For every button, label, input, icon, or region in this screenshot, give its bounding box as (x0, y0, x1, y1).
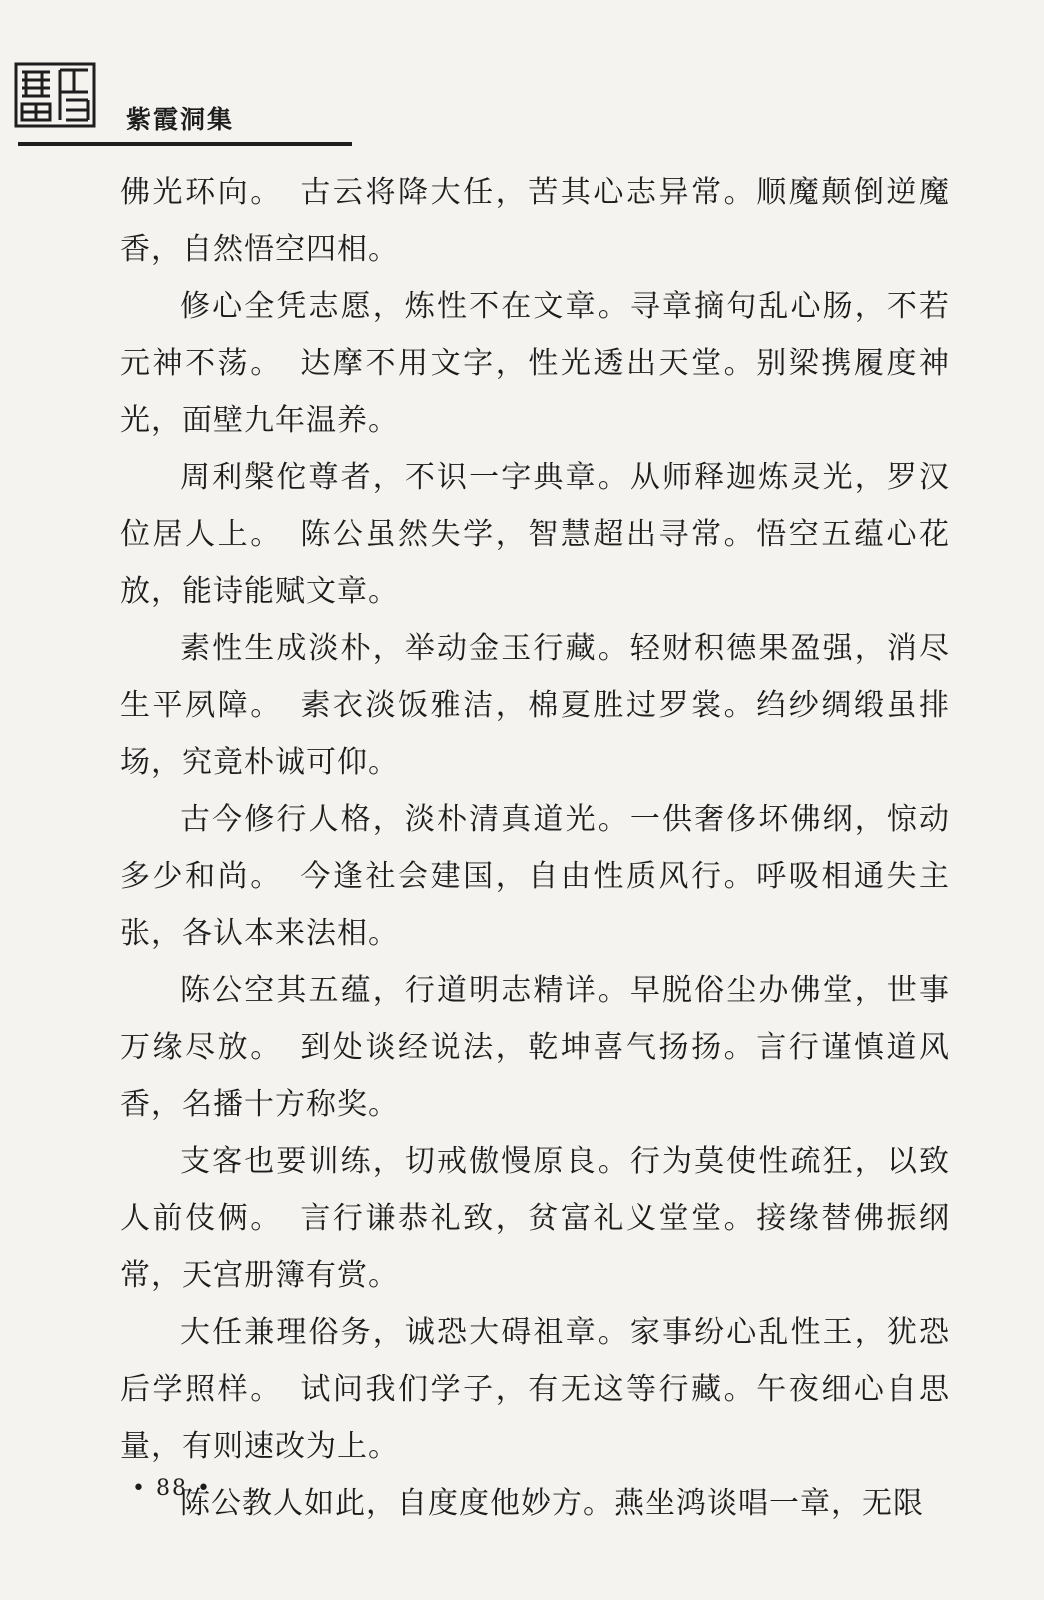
paragraph: 支客也要训练，切戒傲慢原良。行为莫使性疏狂，以致人前伎俩。 言行谦恭礼致，贫富礼义堂堂。接缘替佛振纲常，天宫册簿有赏。 (120, 1144, 950, 1293)
paragraph: 素性生成淡朴，举动金玉行藏。轻财积德果盈强，消尽生平夙障。 素衣淡饭雅洁，棉夏胜过罗裳。绉纱绸缎虽排场，究竟朴诚可仰。 (120, 631, 950, 780)
paragraph: 古今修行人格，淡朴清真道光。一供奢侈坏佛纲，惊动多少和尚。 今逢社会建国，自由性质风行。呼吸相通失主张，各认本来法相。 (120, 802, 950, 951)
text-body (120, 164, 950, 1532)
paragraph: 陈公教人如此，自度度他妙方。燕坐鸿谈唱一章，无限 (180, 1486, 924, 1521)
paragraph: 修心全凭志愿，炼性不在文章。寻章摘句乱心肠，不若元神不荡。 达摩不用文字，性光透出天堂。别梁携履度神光，面壁九年温养。 (120, 289, 950, 438)
book-title: 紫霞洞集 (126, 105, 235, 134)
paragraph: 周利槃佗尊者，不识一字典章。从师释迦炼灵光，罗汉位居人上。 陈公虽然失学，智慧超出寻常。悟空五蕴心花放，能诗能赋文章。 (120, 460, 950, 609)
paragraph: 大任兼理俗务，诚恐大碍祖章。家事纷心乱性王，犹恐后学照样。 试问我们学子，有无这等行藏。午夜细心自思量，有则速改为上。 (120, 1315, 950, 1464)
page-number: • 88 • (132, 1476, 212, 1501)
header-divider (18, 142, 352, 146)
paragraph: 佛光环向。 古云将降大任，苦其心志异常。顺魔颠倒逆魔香，自然悟空四相。 (120, 175, 950, 267)
seal-icon (14, 62, 96, 128)
paragraph: 陈公空其五蕴，行道明志精详。早脱俗尘办佛堂，世事万缘尽放。 到处谈经说法，乾坤喜气扬扬。言行谨慎道风香，名播十方称奖。 (120, 973, 950, 1122)
